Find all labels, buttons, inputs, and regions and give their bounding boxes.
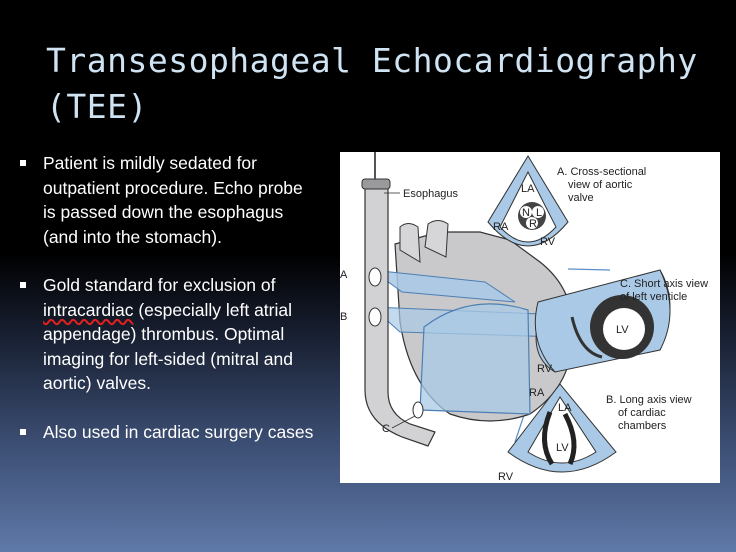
label-c: C [382, 423, 390, 435]
view-b-caption-3: chambers [618, 420, 667, 432]
bullet-sedation [20, 151, 320, 249]
view-b-rv-label: RV [498, 471, 514, 483]
view-c-caption-2: of left venticle [620, 291, 688, 303]
connector-line [568, 269, 610, 270]
probe-position-a [369, 268, 381, 286]
view-b-caption-2: of cardiac [618, 407, 666, 419]
bullet-cardiac-surgery [20, 420, 320, 445]
bullet-text-start: Gold standard for exclusion of [43, 275, 276, 295]
view-b-la-label: LA [558, 402, 572, 414]
view-a-l-label: L [536, 207, 543, 219]
probe-position-c [413, 402, 423, 418]
view-b-ra-label: RA [529, 387, 545, 399]
bullet-text-end: (especially left atrial appendage) thrombus. Optimal imaging for left-sided (mitral and aortic) valves. [43, 299, 293, 393]
view-a-la-label: LA [521, 183, 535, 195]
bullet-text: Also used in cardiac surgery cases [43, 421, 314, 442]
bullet-gold-standard [20, 273, 320, 396]
label-a: A [340, 269, 348, 281]
bullet-marker [20, 282, 26, 288]
view-c-caption-1: C. Short axis view [620, 278, 709, 290]
probe-handle [362, 179, 390, 189]
view-c-rv-label: RV [537, 363, 553, 375]
view-c-lv-label: LV [616, 324, 629, 336]
bullet-marker [20, 160, 26, 166]
bullet-list [20, 151, 320, 468]
slide-title: Transesophageal Echocardiography (TEE) [46, 41, 698, 126]
bullet-text: Patient is mildly sedated for outpatient procedure. Echo probe is passed down the esophagus (and into the stomach). [43, 153, 303, 247]
view-b-caption-1: B. Long axis view [606, 394, 692, 406]
label-b: B [340, 311, 348, 323]
view-a-caption-2: view of aortic [568, 179, 633, 191]
tee-illustration [340, 152, 720, 483]
tee-diagram [340, 152, 720, 483]
view-a-ra-label: RA [493, 221, 509, 233]
bullet-marker [20, 429, 26, 435]
spellcheck-flagged-word[interactable]: intracardiac [43, 299, 134, 320]
view-a-caption-1: A. Cross-sectional [557, 166, 647, 178]
view-a-caption-3: valve [568, 192, 594, 204]
imaging-plane-b [420, 304, 530, 414]
view-a-n-label: N [522, 207, 530, 219]
view-a-r-label: R [529, 218, 537, 230]
view-b-lv-label: LV [556, 442, 569, 454]
probe-position-b [369, 308, 381, 326]
view-a-rv-label: RV [540, 236, 556, 248]
label-esophagus: Esophagus [403, 188, 459, 200]
